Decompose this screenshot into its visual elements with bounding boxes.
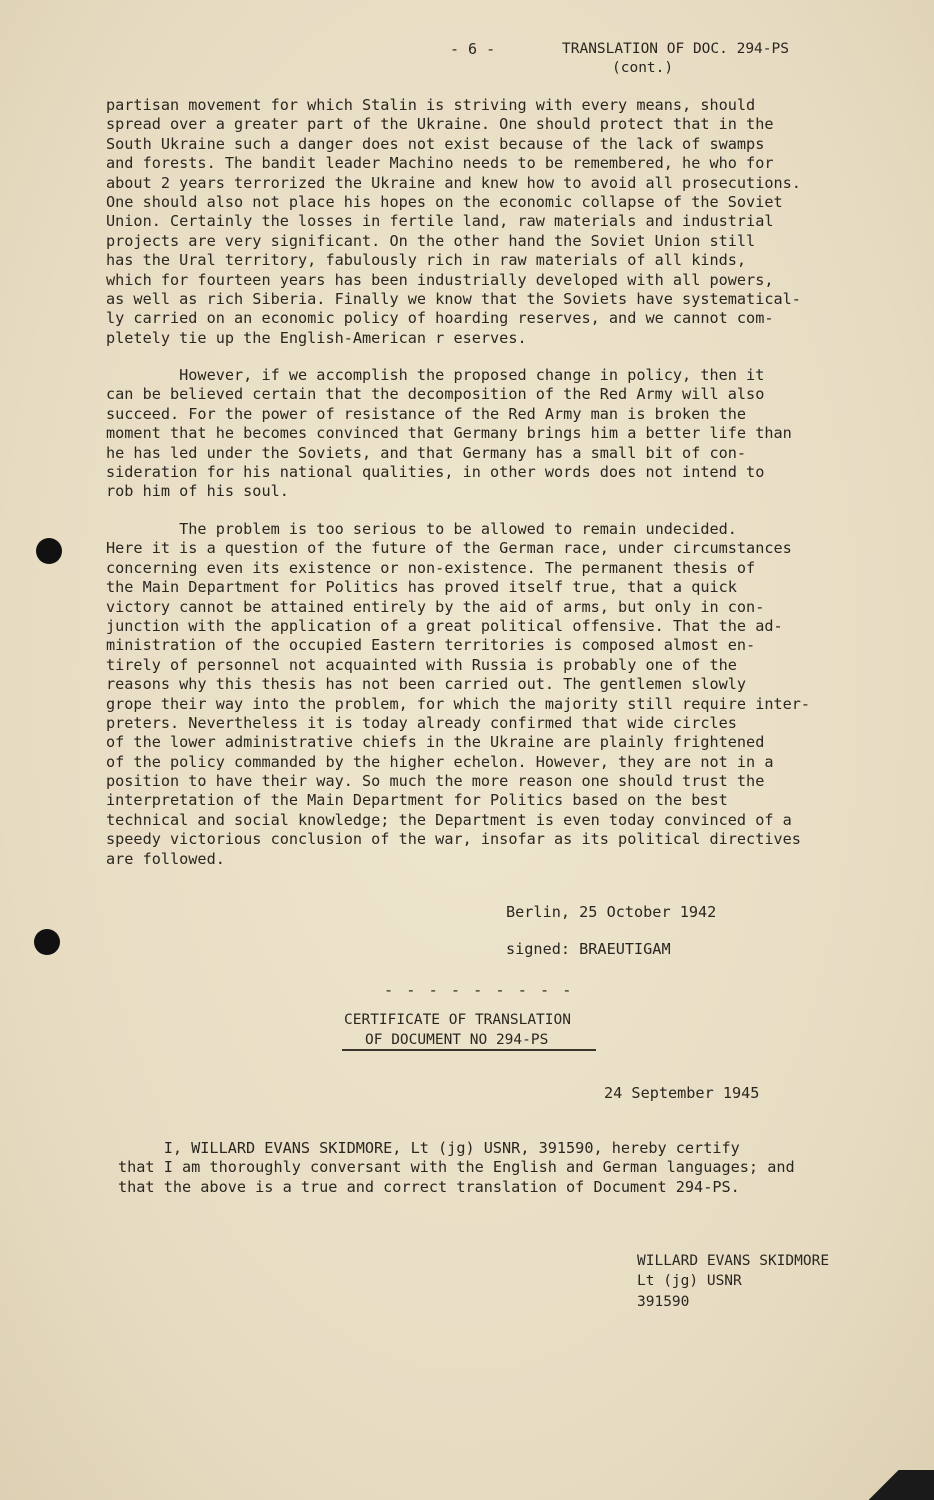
text-line: junction with the application of a great political offensive. That the ad-: [106, 616, 783, 635]
text-line: concerning even its existence or non-existence. The permanent thesis of: [106, 558, 756, 577]
text-line: can be believed certain that the decomposition of the Red Army will also: [106, 385, 765, 404]
text-line: grope their way into the problem, for which the majority still require inter-: [106, 694, 811, 713]
punch-hole-icon: [34, 929, 60, 955]
text-line: that the above is a true and correct translation of Document 294-PS.: [118, 1177, 740, 1196]
text-line: of the lower administrative chiefs in the Ukraine are plainly frightened: [106, 733, 765, 752]
text-line: Here it is a question of the future of the German race, under circumstances: [106, 539, 792, 558]
text-line: speedy victorious conclusion of the war, insofar as its political directives: [106, 830, 801, 849]
text-line: preters. Nevertheless it is today already confirmed that wide circles: [106, 713, 737, 732]
text-line: One should also not place his hopes on the economic collapse of the Soviet: [106, 192, 783, 211]
certificate-title-line-2: OF DOCUMENT NO 294-PS: [365, 1032, 549, 1048]
text-line: as well as rich Siberia. Finally we know that the Soviets have systematical-: [106, 289, 801, 308]
paragraph-2: [106, 366, 866, 502]
signature-signed: signed: BRAEUTIGAM: [506, 940, 671, 958]
text-line: which for fourteen years has been industrially developed with all powers,: [106, 270, 774, 289]
certificate-underline: [342, 1049, 596, 1051]
text-line: of the policy commanded by the higher echelon. However, they are not in a: [106, 752, 774, 771]
text-line: I, WILLARD EVANS SKIDMORE, Lt (jg) USNR, 391590, hereby certify: [118, 1139, 740, 1157]
text-line: moment that he becomes convinced that Germany brings him a better life than: [106, 424, 792, 443]
text-line: pletely tie up the English-American r eserves.: [106, 328, 527, 347]
signer-number: 391590: [637, 1294, 690, 1310]
text-line: South Ukraine such a danger does not exist because of the lack of swamps: [106, 134, 765, 153]
certificate-date: 24 September 1945: [604, 1084, 760, 1102]
text-line: However, if we accomplish the proposed change in policy, then it: [106, 366, 765, 384]
text-line: partisan movement for which Stalin is striving with every means, should: [106, 96, 756, 114]
text-line: projects are very significant. On the other hand the Soviet Union still: [106, 231, 756, 250]
text-line: ministration of the occupied Eastern territories is composed almost en-: [106, 636, 756, 655]
punch-hole-icon: [36, 538, 62, 564]
text-line: are followed.: [106, 849, 225, 868]
text-line: sideration for his national qualities, in other words does not intend to: [106, 462, 765, 481]
text-line: victory cannot be attained entirely by the aid of arms, but only in con-: [106, 597, 765, 616]
signer-name: WILLARD EVANS SKIDMORE: [637, 1253, 830, 1269]
page-corner-shadow: [854, 1470, 934, 1500]
separator-dashes: - - - - - - - - -: [384, 981, 574, 999]
document-title: TRANSLATION OF DOC. 294-PS: [562, 41, 789, 57]
text-line: about 2 years terrorized the Ukraine and knew how to avoid all prosecutions.: [106, 173, 801, 192]
paragraph-3: [106, 520, 866, 869]
signer-rank: Lt (jg) USNR: [637, 1273, 742, 1289]
text-line: Union. Certainly the losses in fertile land, raw materials and industrial: [106, 212, 774, 231]
text-line: he has led under the Soviets, and that Germany has a small bit of con-: [106, 443, 747, 462]
text-line: ly carried on an economic policy of hoarding reserves, and we cannot com-: [106, 309, 774, 328]
text-line: succeed. For the power of resistance of the Red Army man is broken the: [106, 404, 747, 423]
text-line: tirely of personnel not acquainted with Russia is probably one of the: [106, 655, 737, 674]
signature-place-date: Berlin, 25 October 1942: [506, 903, 717, 921]
text-line: rob him of his soul.: [106, 482, 289, 501]
text-line: The problem is too serious to be allowed to remain undecided.: [106, 520, 737, 538]
certificate-title-line-1: CERTIFICATE OF TRANSLATION: [344, 1012, 571, 1028]
text-line: has the Ural territory, fabulously rich in raw materials of all kinds,: [106, 251, 747, 270]
certificate-body: [118, 1139, 838, 1197]
page-number: - 6 -: [450, 40, 496, 58]
text-line: technical and social knowledge; the Department is even today convinced of a: [106, 810, 792, 829]
paragraph-1: [106, 96, 866, 348]
text-line: position to have their way. So much the more reason one should trust the: [106, 772, 765, 791]
text-line: reasons why this thesis has not been carried out. The gentlemen slowly: [106, 675, 747, 694]
text-line: the Main Department for Politics has proved itself true, that a quick: [106, 578, 737, 597]
continued-label: (cont.): [612, 60, 674, 76]
text-line: spread over a greater part of the Ukraine. One should protect that in the: [106, 115, 774, 134]
text-line: interpretation of the Main Department for Politics based on the best: [106, 791, 728, 810]
text-line: and forests. The bandit leader Machino needs to be remembered, he who for: [106, 154, 774, 173]
text-line: that I am thoroughly conversant with the English and German languages; and: [118, 1158, 795, 1177]
